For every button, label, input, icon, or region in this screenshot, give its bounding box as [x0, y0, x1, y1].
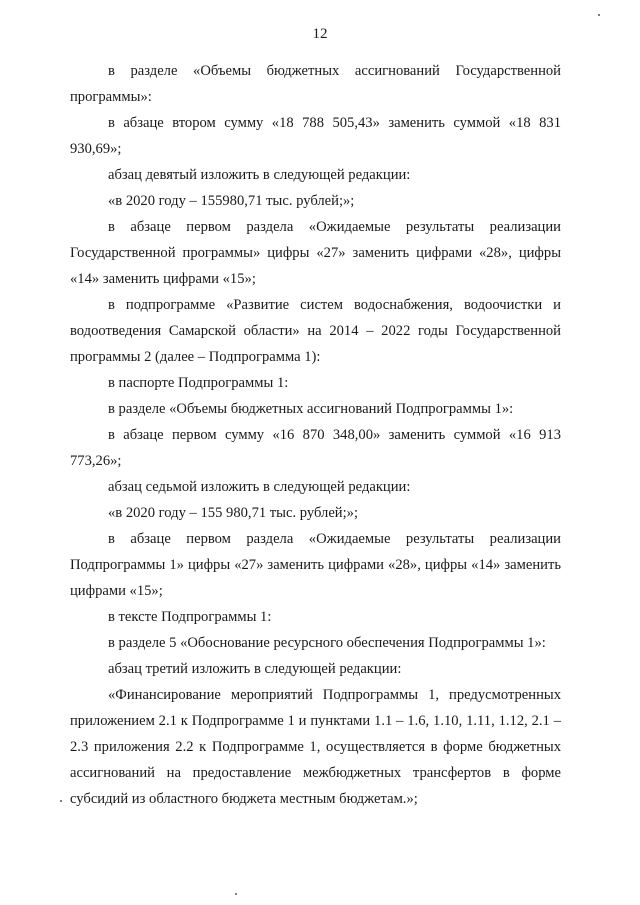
paragraph: в подпрограмме «Развитие систем водоснабжения, водоочистки и водоотведения Самарской области» на 2014 – 2022 годы Государственной программы 2 (далее – Подпрограмма 1):: [70, 297, 561, 365]
paragraph: в разделе «Объемы бюджетных ассигнований Государственной программы»:: [70, 63, 561, 105]
paragraph: в разделе «Объемы бюджетных ассигнований Подпрограммы 1»:: [108, 401, 514, 417]
scan-speck: [60, 800, 62, 802]
scan-speck: [235, 893, 237, 895]
page-number: 12: [312, 26, 328, 42]
paragraph: в разделе 5 «Обоснование ресурсного обеспечения Подпрограммы 1»:: [108, 635, 546, 651]
paragraph: «в 2020 году – 155 980,71 тыс. рублей;»;: [108, 505, 359, 521]
paragraph: в абзаце первом сумму «16 870 348,00» заменить суммой «16 913 773,26»;: [70, 427, 561, 469]
document-body: [70, 58, 561, 812]
paragraph: абзац третий изложить в следующей редакции:: [108, 661, 402, 677]
paragraph: в паспорте Подпрограммы 1:: [108, 375, 289, 391]
paragraph: в абзаце втором сумму «18 788 505,43» заменить суммой «18 831 930,69»;: [70, 115, 561, 157]
paragraph: «Финансирование мероприятий Подпрограммы 1, предусмотренных приложением 2.1 к Подпрограмме 1 и пунктами 1.1 – 1.6, 1.10, 1.11, 1.12, 2.1 – 2.3 приложения 2.2 к Подпрограмме 1, осуществляется в форме бюджетных ассигнований на предоставление межбюджетных трансфертов в форме субсидий из областного бюджета местным бюджетам.»;: [70, 687, 561, 807]
paragraph: абзац седьмой изложить в следующей редакции:: [108, 479, 411, 495]
paragraph: абзац девятый изложить в следующей редакции:: [108, 167, 411, 183]
paragraph: в тексте Подпрограммы 1:: [108, 609, 272, 625]
paragraph: в абзаце первом раздела «Ожидаемые результаты реализации Государственной программы» цифры «27» заменить цифрами «28», цифры «14» заменить цифрами «15»;: [70, 219, 561, 287]
paragraph: в абзаце первом раздела «Ожидаемые результаты реализации Подпрограммы 1» цифры «27» заменить цифрами «28», цифры «14» заменить цифрами «15»;: [70, 531, 561, 599]
paragraph: «в 2020 году – 155980,71 тыс. рублей;»;: [108, 193, 355, 209]
scan-speck: [598, 14, 600, 16]
